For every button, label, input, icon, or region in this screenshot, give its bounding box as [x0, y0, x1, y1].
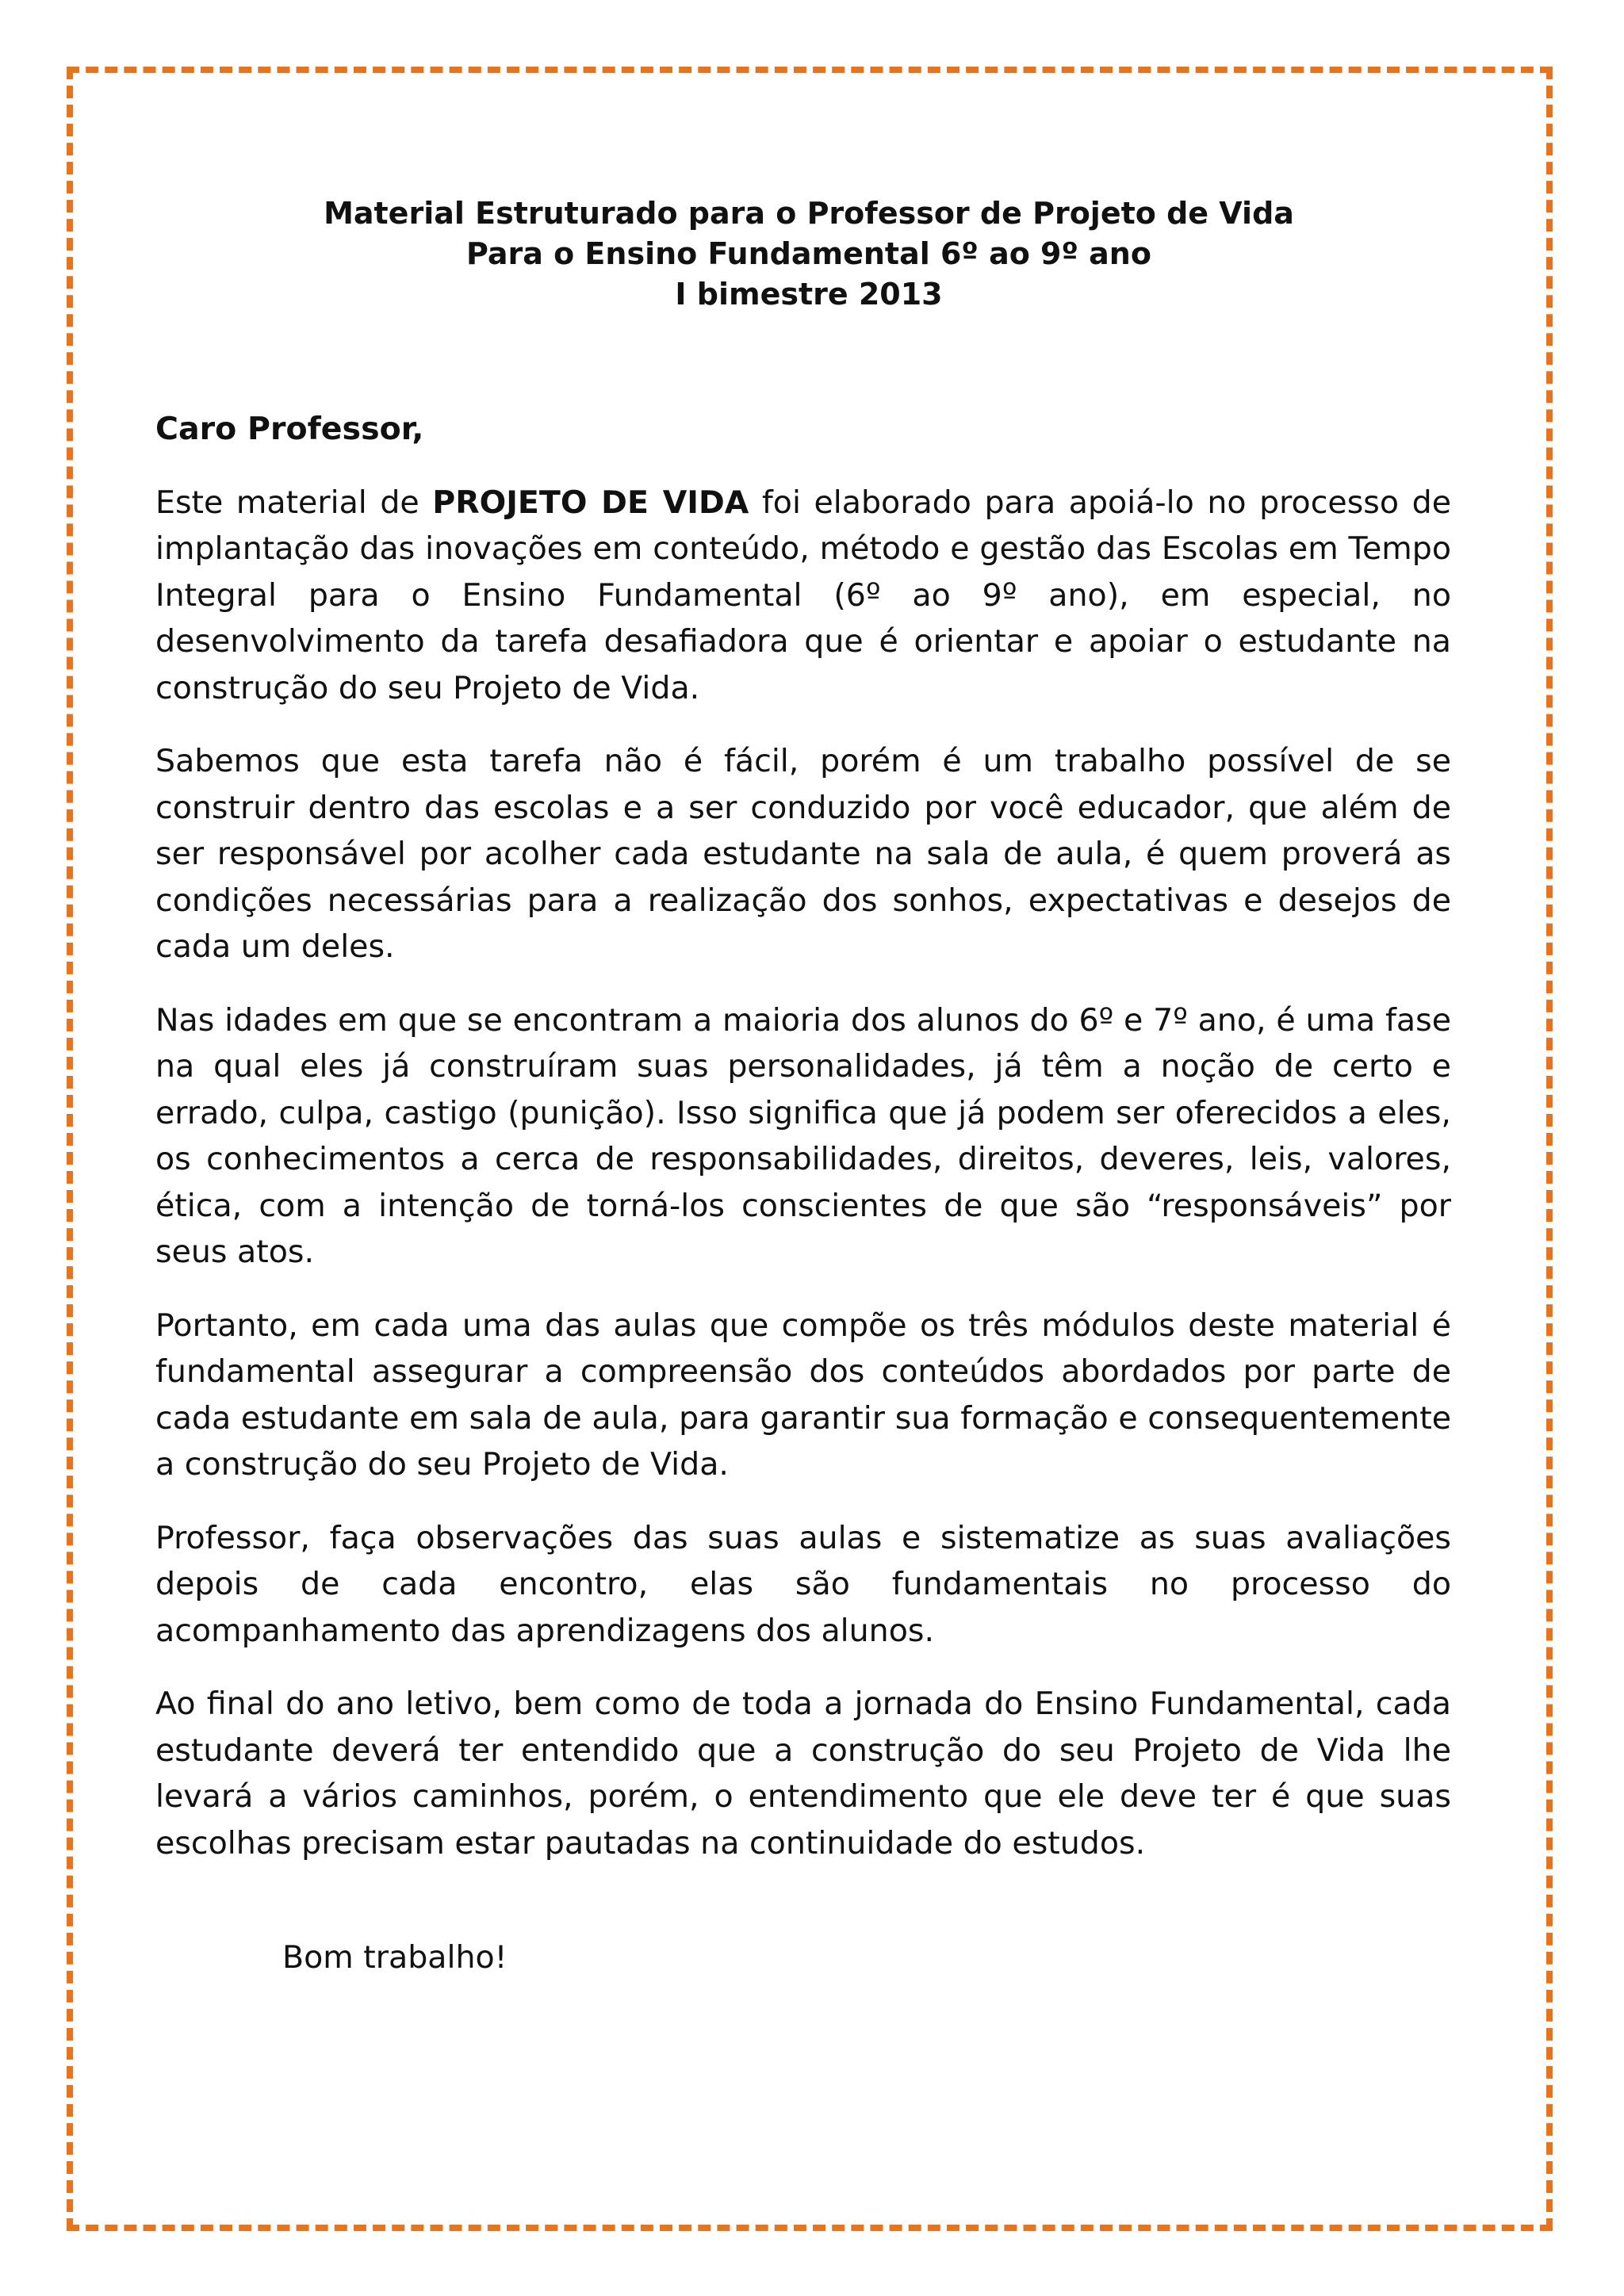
paragraph-student-age: Nas idades em que se encontram a maioria dos alunos do 6º e 7º ano, é uma fase na qual eles já construíram suas personalidades, já têm a noção de certo e errado, culpa, castigo (punição). Isso significa que já podem ser oferecidos a eles, os conhecimentos a cerca de responsabilidades, direitos, deveres, leis, valores, ética, com a intenção de torná-los conscientes de que são “responsáveis” por seus atos.	[155, 1001, 1451, 1270]
paragraph-observations: Professor, faça observações das suas aulas e sistematize as suas avaliações depois de cada encontro, elas são fundamentais no processo do acompanhamento das aprendizagens dos alunos.	[155, 1519, 1451, 1649]
paragraph-year-end: Ao final do ano letivo, bem como de toda a jornada do Ensino Fundamental, cada estudante deverá ter entendido que a construção do seu Projeto de Vida lhe levará a vários caminhos, porém, o entendimento que ele deve ter é que suas escolhas precisam estar pautadas na continuidade do estudos.	[155, 1686, 1451, 1862]
paragraph-intro-start: Este material de	[155, 484, 433, 521]
program-name-bold: PROJETO DE VIDA	[432, 484, 749, 521]
heading-line-period: I bimestre 2013	[675, 277, 943, 312]
closing-salutation: Bom trabalho!	[282, 1939, 508, 1976]
document-heading	[159, 193, 1459, 315]
paragraph-challenge: Sabemos que esta tarefa não é fácil, porém é um trabalho possível de se construir dentro das escolas e a ser conduzido por você educador, que além de ser responsável por acolher cada estudante na sala de aula, é quem proverá as condições necessárias para a realização dos sonhos, expectativas e desejos de cada um deles.	[155, 743, 1451, 965]
heading-line-title: Material Estruturado para o Professor de Projeto de Vida	[324, 196, 1294, 231]
paragraph-modules: Portanto, em cada uma das aulas que compõe os três módulos deste material é fundamental assegurar a compreensão dos conteúdos abordados por parte de cada estudante em sala de aula, para garantir sua formação e consequentemente a construção do seu Projeto de Vida.	[155, 1307, 1451, 1483]
heading-line-level: Para o Ensino Fundamental 6º ao 9º ano	[466, 236, 1151, 271]
greeting: Caro Professor,	[155, 411, 424, 447]
paragraph-intro-rest: foi elaborado para apoiá-lo no processo de implantação das inovações em conteúdo, método e gestão das Escolas em Tempo Integral para o Ensino Fundamental (6º ao 9º ano), em especial, no desenvolvimento da tarefa desafiadora que é orientar e apoiar o estudante na construção do seu Projeto de Vida.	[155, 484, 1451, 706]
paragraph-intro	[155, 480, 1451, 712]
letter-body	[155, 406, 1451, 1893]
